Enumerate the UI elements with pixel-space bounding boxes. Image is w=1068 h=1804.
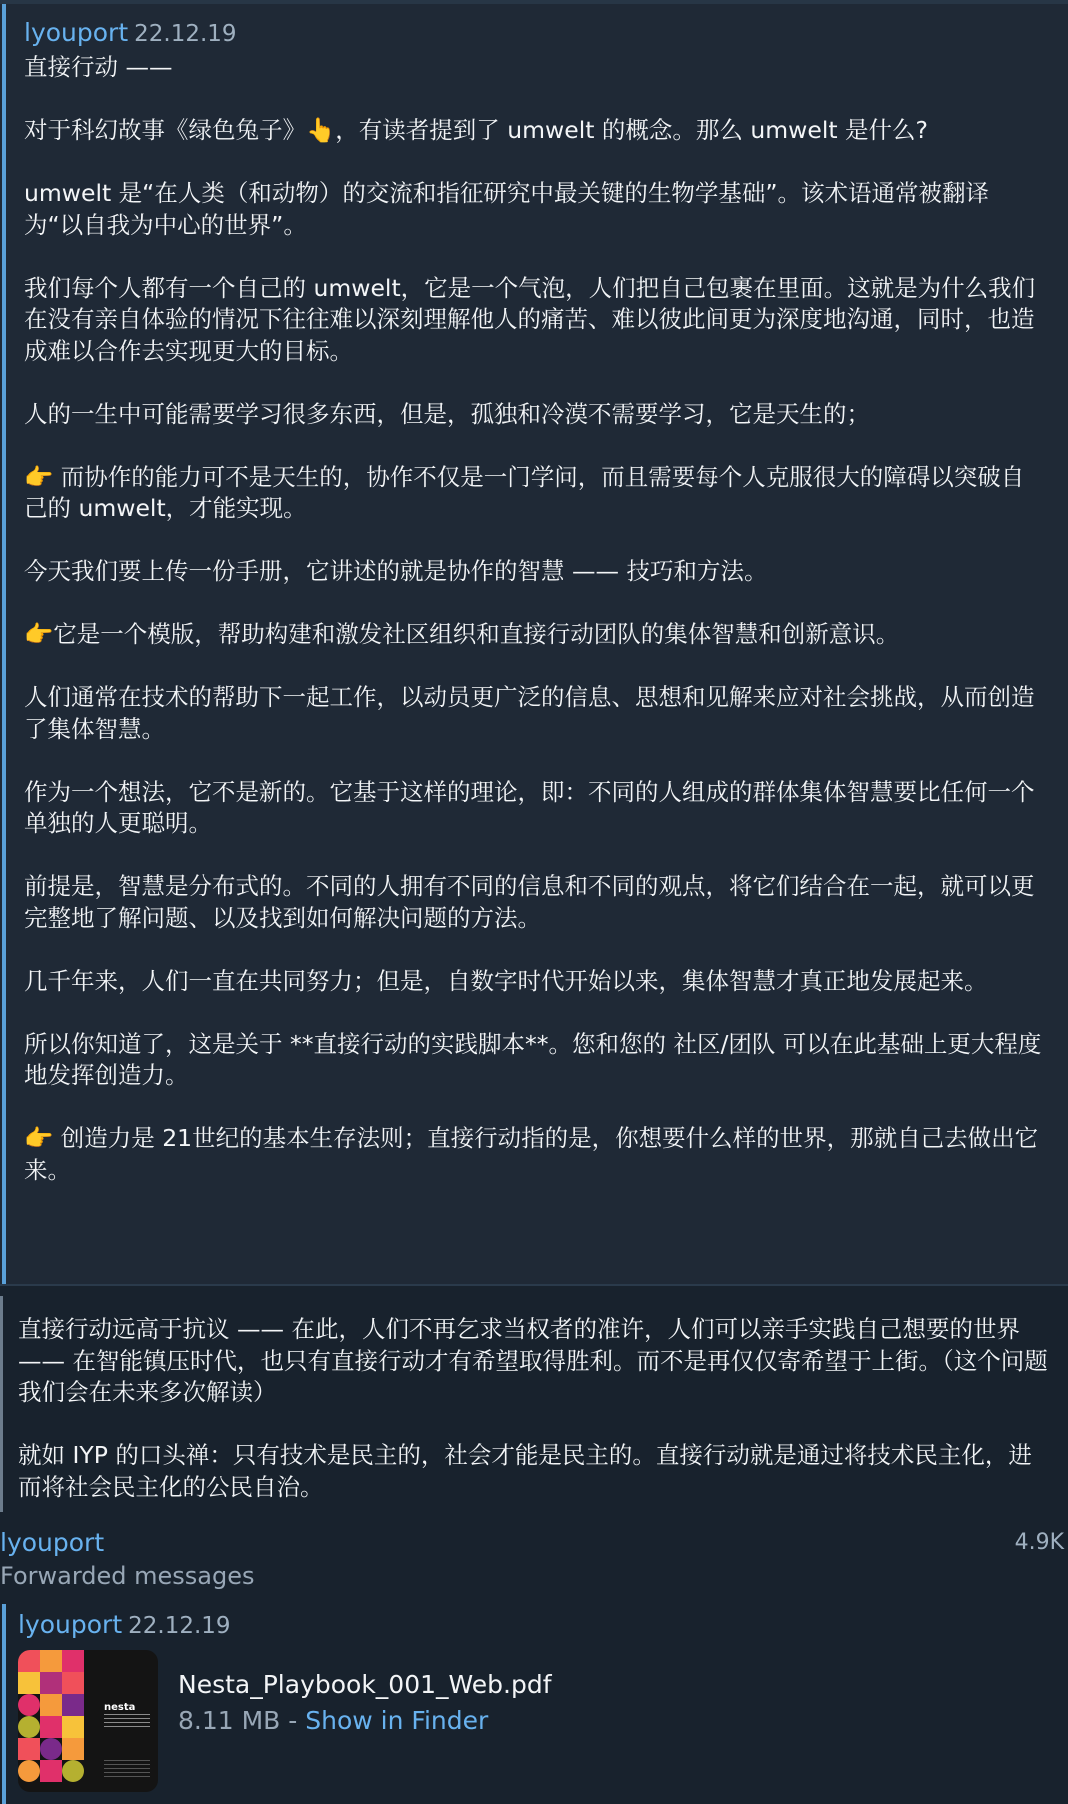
cover-logo: nesta (104, 1702, 136, 1713)
paragraph: 就如 IYP 的口头禅：只有技术是民主的，社会才能是民主的。直接行动就是通过将技术民主化，进而将社会民主化的公民自治。 (18, 1441, 1032, 1501)
file-meta (178, 1706, 488, 1735)
paragraph: 今天我们要上传一份手册，它讲述的就是协作的智慧 —— 技巧和方法。 (24, 557, 768, 585)
paragraph: 👉它是一个模版，帮助构建和激发社区组织和直接行动团队的集体智慧和创新意识。 (24, 620, 900, 648)
quote-bar (2, 4, 6, 1284)
quote-bar (0, 1296, 3, 1512)
paragraph: 直接行动 —— (24, 53, 173, 81)
file-name[interactable]: Nesta_Playbook_001_Web.pdf (178, 1670, 552, 1699)
paragraph: 直接行动远高于抗议 —— 在此，人们不再乞求当权者的准许，人们可以亲手实践自己想要的世界 —— 在智能镇压时代，也只有直接行动才有希望取得胜利。而不是再仅仅寄希望于上街。（这个问题我们会在未来多次解读） (18, 1315, 1048, 1406)
message-bubble-main (0, 4, 1068, 1284)
show-in-finder-link[interactable]: Show in Finder (305, 1706, 489, 1735)
cover-pattern (18, 1650, 84, 1792)
paragraph: 人的一生中可能需要学习很多东西，但是，孤独和冷漠不需要学习，它是天生的； (24, 399, 870, 428)
message-text (24, 52, 1044, 1186)
view-count: 4.9K (1014, 1530, 1064, 1555)
message-sender[interactable] (24, 18, 237, 47)
pdf-thumbnail[interactable] (18, 1650, 158, 1792)
sender-name[interactable]: lyouport (18, 1610, 123, 1639)
message-bubble-followup (0, 1296, 1068, 1512)
paragraph: 所以你知道了，这是关于 **直接行动的实践脚本**。您和您的 社区/团队 可以在此基础上更大程度地发挥创造力。 (24, 1029, 1042, 1089)
channel-name[interactable]: lyouport (0, 1528, 105, 1557)
sender-name[interactable]: lyouport (24, 18, 129, 47)
paragraph: 我们每个人都有一个自己的 umwelt，它是一个气泡，人们把自己包裹在里面。这就是为什么我们在没有亲自体验的情况下往往难以深刻理解他人的痛苦、难以彼此间更为深度地沟通，同时，也造成难以合作去实现更大的目标。 (24, 273, 1036, 365)
cover-text-lines (104, 1714, 150, 1730)
forwarded-label: Forwarded messages (0, 1562, 255, 1590)
cover-text-lines (104, 1760, 150, 1780)
paragraph: 👉 而协作的能力可不是天生的，协作不仅是一门学问，而且需要每个人克服很大的障碍以突破自己的 umwelt，才能实现。 (24, 462, 1025, 522)
paragraph: 几千年来，人们一直在共同努力；但是，自数字时代开始以来，集体智慧才真正地发展起来。 (24, 966, 988, 995)
paragraph: 对于科幻故事《绿色兔子》👆，有读者提到了 umwelt 的概念。那么 umwelt 是什么? (24, 116, 929, 144)
forwarded-file-message (0, 1604, 1068, 1804)
paragraph: 👉 创造力是 21世纪的基本生存法则；直接行动指的是，你想要什么样的世界，那就自己去做出它来。 (24, 1124, 1039, 1184)
message-divider (0, 1284, 1068, 1286)
message-sender[interactable] (18, 1610, 231, 1639)
meta-separator: - (280, 1706, 306, 1735)
message-date: 22.12.19 (134, 21, 237, 47)
paragraph: 人们通常在技术的帮助下一起工作，以动员更广泛的信息、思想和见解来应对社会挑战，从而创造了集体智慧。 (24, 683, 1035, 743)
message-text (18, 1314, 1048, 1503)
message-date: 22.12.19 (128, 1613, 231, 1639)
paragraph: umwelt 是“在人类（和动物）的交流和指征研究中最关键的生物学基础”。该术语通常被翻译为“以自我为中心的世界”。 (24, 179, 990, 239)
paragraph: 作为一个想法，它不是新的。它基于这样的理论，即：不同的人组成的群体集体智慧要比任何一个单独的人更聪明。 (24, 777, 1035, 837)
paragraph: 前提是，智慧是分布式的。不同的人拥有不同的信息和不同的观点，将它们结合在一起，就可以更完整地了解问题、以及找到如何解决问题的方法。 (24, 872, 1035, 932)
quote-bar (2, 1604, 6, 1804)
file-size: 8.11 MB (178, 1706, 281, 1735)
